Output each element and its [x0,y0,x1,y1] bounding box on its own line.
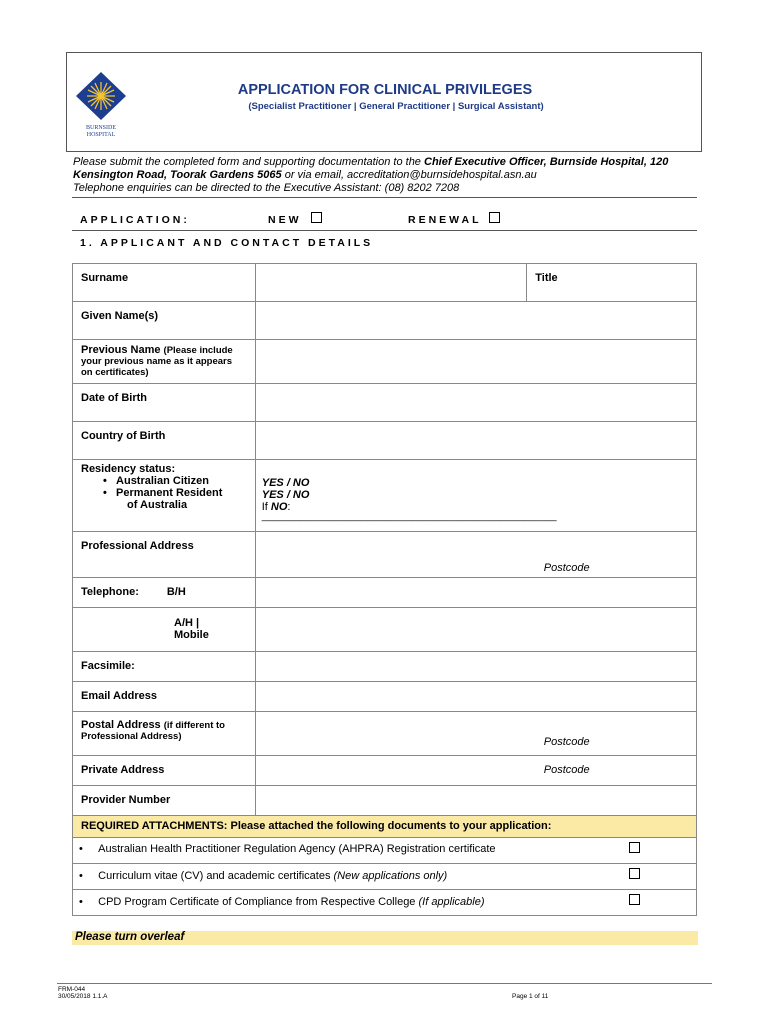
required-attachments-heading: REQUIRED ATTACHMENTS: Please attached the following documents to your application: [73,816,697,838]
svg-text:BURNSIDE: BURNSIDE [85,125,117,131]
telephone-bh-field[interactable] [255,578,696,608]
footer-page-number: Page 1 of 11 [512,993,549,1000]
renewal-label: RENEWAL [408,214,482,226]
divider [72,230,697,231]
dob-label: Date of Birth [73,384,256,422]
attachment-item: • Curriculum vitae (CV) and academic certificates (New applications only) [73,864,527,890]
surname-field[interactable] [255,264,527,302]
form-title: APPLICATION FOR CLINICAL PRIVILEGES [237,82,533,98]
postal-address-label: Postal Address (if different to Professional Address) [73,712,256,756]
intro-line-2: Kensington Road, Toorak Gardens 5065 or via email, accreditation@burnsidehospital.asn.au [73,169,537,181]
telephone-label: Telephone: B/H [73,578,256,608]
form-subtitle: (Specialist Practitioner | General Practitioner | Surgical Assistant) [248,101,544,112]
footer-date-version: 30/05/2018 1.1.A [58,993,108,1000]
application-label: APPLICATION: [80,214,190,226]
facsimile-field[interactable] [255,652,696,682]
provider-number-label: Provider Number [73,786,256,816]
professional-address-field[interactable] [255,532,696,578]
cpd-checkbox[interactable] [629,894,640,905]
surname-label: Surname [73,264,256,302]
svg-text:HOSPITAL: HOSPITAL [86,132,116,138]
cv-checkbox[interactable] [629,868,640,879]
country-of-birth-field[interactable] [255,422,696,460]
email-field[interactable] [255,682,696,712]
section-1-title: 1. APPLICANT AND CONTACT DETAILS [80,237,374,249]
postcode-label: Postcode [543,562,590,574]
footer-divider [57,983,712,984]
attachment-checkbox-cell [527,864,697,890]
dob-field[interactable] [255,384,696,422]
applicant-details-table [72,263,697,916]
country-of-birth-label: Country of Birth [73,422,256,460]
given-names-field[interactable] [255,302,696,340]
attachment-item: • Australian Health Practitioner Regulation Agency (AHPRA) Registration certificate [73,838,527,864]
residency-status-label: Residency status: • Australian Citizen • Permanent Resident of Australia [73,460,256,532]
ah-mobile-label: A/H | Mobile [73,608,256,652]
attachment-checkbox-cell [527,890,697,916]
email-label: Email Address [73,682,256,712]
postcode-label: Postcode [543,764,590,776]
title-field[interactable]: Title [527,264,697,302]
ah-mobile-field[interactable] [255,608,696,652]
attachment-checkbox-cell [527,838,697,864]
attachment-item: • CPD Program Certificate of Compliance from Respective College (If applicable) [73,890,527,916]
intro-line-3: Telephone enquiries can be directed to the Executive Assistant: (08) 8202 7208 [73,182,460,194]
private-address-label: Private Address [73,756,256,786]
residency-status-field[interactable]: YES / NO YES / NO If NO: _____________________________________________________ [255,460,696,532]
facsimile-label: Facsimile: [73,652,256,682]
new-checkbox[interactable] [311,212,322,223]
divider [72,197,697,198]
given-names-label: Given Name(s) [73,302,256,340]
private-address-field[interactable] [255,756,696,786]
previous-name-label: Previous Name (Please include your previous name as it appears on certificates) [73,340,256,384]
professional-address-label: Professional Address [73,532,256,578]
postcode-label: Postcode [543,736,590,748]
new-label: NEW [268,214,302,226]
postal-address-field[interactable] [255,712,696,756]
ahpra-checkbox[interactable] [629,842,640,853]
footer-form-code: FRM-044 [58,986,86,993]
intro-line-1: Please submit the completed form and supporting documentation to the Chief Executive Officer, Burnside Hospital, 120 [73,156,669,168]
please-turn-overleaf: Please turn overleaf [72,931,698,945]
previous-name-field[interactable] [255,340,696,384]
provider-number-field[interactable] [255,786,696,816]
renewal-checkbox[interactable] [489,212,500,223]
